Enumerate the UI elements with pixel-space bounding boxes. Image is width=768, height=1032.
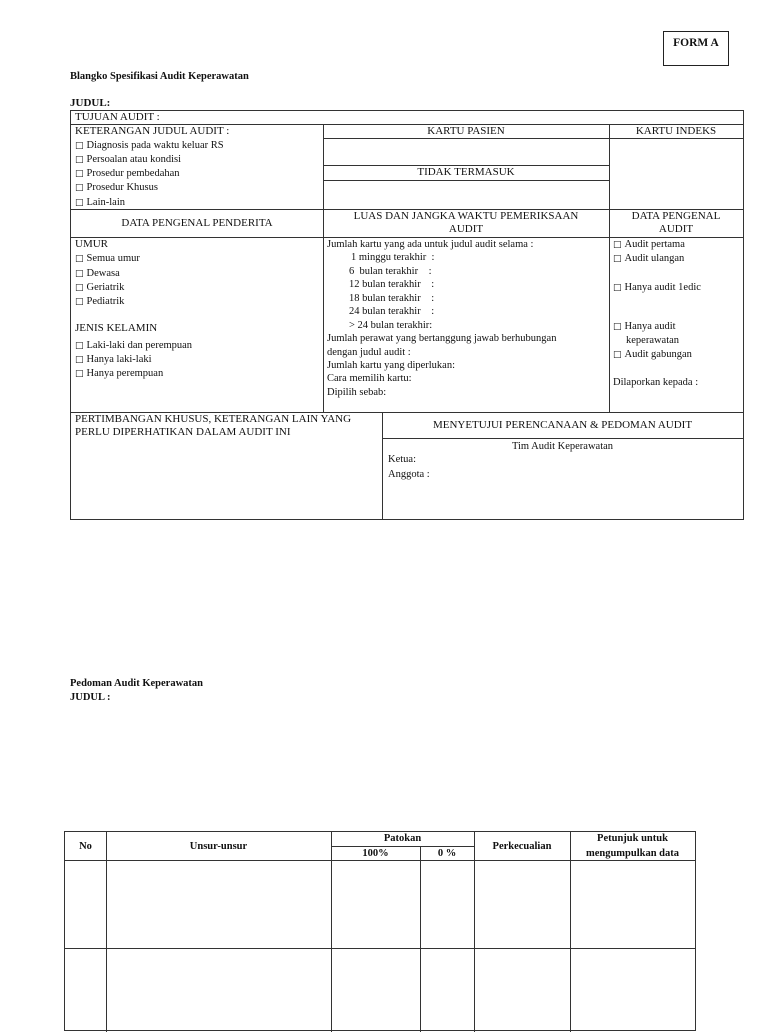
pedoman-table [64,831,696,1031]
checkbox-hanya-perempuan[interactable]: □ Hanya perempuan [75,367,163,381]
umur-label: UMUR [75,238,109,250]
checkbox-laki-dan-perempuan[interactable]: □ Laki-laki dan perempuan [75,339,192,353]
jumlah-kartu-diperlukan: Jumlah kartu yang diperlukan: [327,360,456,371]
checkbox-audit-gabungan[interactable]: □ Audit gabungan [613,348,692,362]
tidak-termasuk-label: TIDAK TERMASUK [417,166,515,178]
column-petunjuk-line1: Petunjuk untuk [597,833,668,844]
checkbox-hanya-audit-1edic[interactable]: □ Hanya audit 1edic [613,281,701,295]
checkbox-semua-umur[interactable]: □ Semua umur [75,252,140,266]
jenis-kelamin-label: JENIS KELAMIN [75,322,158,334]
periode-6-bulan: 6 bulan terakhir : [349,266,432,277]
column-patokan-0: 0 % [437,848,457,859]
periode-12-bulan: 12 bulan terakhir : [349,279,435,290]
column-perkecualian: Perkecualian [492,841,552,852]
data-pengenal-audit-header-line2: AUDIT [658,223,694,235]
pedoman-judul-label: JUDUL : [70,692,111,703]
form-label: FORM A [663,31,729,66]
periode-1-minggu: 1 minggu terakhir : [351,252,435,263]
cara-memilih-kartu: Cara memilih kartu: [327,373,412,384]
periode-24-bulan: 24 bulan terakhir : [349,306,435,317]
jumlah-perawat-line1: Jumlah perawat yang bertanggung jawab berhubungan [327,333,557,344]
dilaporkan-kepada: Dilaporkan kepada : [613,377,699,388]
page-title: Blangko Spesifikasi Audit Keperawatan [70,71,249,82]
column-unsur-unsur: Unsur-unsur [189,841,248,852]
checkbox-geriatrik[interactable]: □ Geriatrik [75,281,124,295]
jumlah-kartu-text: Jumlah kartu yang ada untuk judul audit selama : [327,239,534,250]
pertimbangan-khusus-line1: PERTIMBANGAN KHUSUS, KETERANGAN LAIN YANG [75,413,352,425]
data-pengenal-audit-header-line1: DATA PENGENAL [631,210,721,222]
kartu-indeks-header: KARTU INDEKS [635,125,717,137]
luas-jangka-waktu-header-line2: AUDIT [448,223,484,235]
ketua-label: Ketua: [388,454,416,465]
keterangan-header: KETERANGAN JUDUL AUDIT : [75,125,230,137]
checkbox-persoalan[interactable]: □ Persoalan atau kondisi [75,153,181,167]
checkbox-lain-lain[interactable]: □ Lain-lain [75,196,125,210]
periode-18-bulan: 18 bulan terakhir : [349,293,435,304]
checkbox-prosedur-khusus[interactable]: □ Prosedur Khusus [75,181,158,195]
jumlah-perawat-line2: dengan judul audit : [327,347,411,358]
periode-lebih-24-bulan: > 24 bulan terakhir: [349,320,433,331]
pedoman-title: Pedoman Audit Keperawatan [70,678,204,689]
tujuan-audit-label: TUJUAN AUDIT : [75,111,160,123]
checkbox-hanya-audit-keperawatan[interactable]: □ Hanya audit [613,320,676,334]
checkbox-diagnosis[interactable]: □ Diagnosis pada waktu keluar RS [75,139,224,153]
dipilih-sebab: Dipilih sebab: [327,387,387,398]
judul-label: JUDUL: [70,97,111,109]
column-no: No [79,841,92,852]
kartu-pasien-header: KARTU PASIEN [427,125,505,137]
column-patokan: Patokan [383,833,422,844]
checkbox-dewasa[interactable]: □ Dewasa [75,267,120,281]
checkbox-audit-ulangan[interactable]: □ Audit ulangan [613,252,684,266]
checkbox-audit-pertama[interactable]: □ Audit pertama [613,238,685,252]
specification-table [70,110,744,520]
column-patokan-100: 100% [362,848,389,859]
luas-jangka-waktu-header-line1: LUAS DAN JANGKA WAKTU PEMERIKSAAN [353,210,579,222]
tim-audit-keperawatan: Tim Audit Keperawatan [511,441,614,452]
checkbox-pediatrik[interactable]: □ Pediatrik [75,295,124,309]
data-pengenal-penderita-header: DATA PENGENAL PENDERITA [121,217,273,229]
checkbox-hanya-laki-laki[interactable]: □ Hanya laki-laki [75,353,152,367]
checkbox-prosedur-pembedahan[interactable]: □ Prosedur pembedahan [75,167,180,181]
menyetujui-header: MENYETUJUI PERENCANAAN & PEDOMAN AUDIT [432,419,693,431]
column-petunjuk-line2: mengumpulkan data [585,848,680,859]
anggota-label: Anggota : [388,469,430,480]
keperawatan-continuation: keperawatan [626,335,680,346]
pertimbangan-khusus-line2: PERLU DIPERHATIKAN DALAM AUDIT INI [75,426,291,438]
